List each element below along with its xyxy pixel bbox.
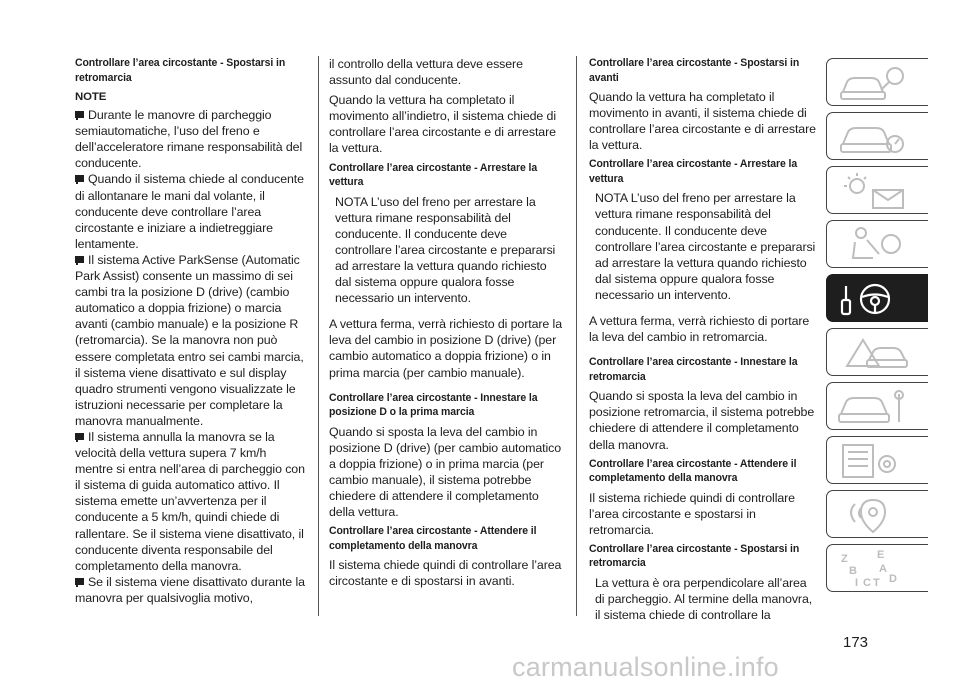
index-letter: D	[889, 573, 897, 585]
index-letter: B	[849, 565, 857, 577]
section-heading: Controllare l’area circostante - Spostarsi in avanti	[589, 57, 800, 84]
paragraph: il controllo della vettura deve essere assunto dal conducente.	[329, 57, 523, 88]
paragraph: Quando si sposta la leva del cambio in posizione D (drive) (per cambio automatico a doppia frizione) o in prima marcia (per cambio manuale), il sistema potrebbe chiedere di attendere il completamento della vettura.	[329, 424, 562, 520]
car-search-icon	[833, 62, 923, 104]
index-letters-icon	[833, 548, 923, 590]
paragraph: Quando la vettura ha completato il movimento in avanti, il sistema chiede di controllare l’area circostante e di arrestare la vettura.	[589, 90, 816, 153]
multimedia-icon	[833, 494, 923, 536]
note-label: NOTE	[75, 91, 107, 103]
text-column-2	[329, 56, 563, 593]
bullet-icon	[75, 175, 84, 184]
index-letter: T	[873, 577, 880, 589]
index-letter: C	[863, 577, 871, 589]
section-heading: Controllare l’area circostante - Innestare la posizione D o la prima marcia	[329, 391, 538, 419]
note-item: Quando il sistema chiede al conducente di allontanare le mani dal volante, il conducente deve controllare l’area circostante e iniziare a indietreggiare lentamente.	[75, 172, 304, 251]
column-divider	[318, 56, 319, 616]
steering-wheel-key-icon	[833, 278, 923, 320]
warning-lights-icon	[833, 170, 923, 212]
paragraph: La vettura è ora perpendicolare all’area di parcheggio. Al termine della manovra, il sistema chiede di controllare la	[595, 575, 813, 623]
index-letter: A	[879, 563, 887, 575]
index-letter: E	[877, 549, 885, 561]
text-column-1	[75, 56, 307, 606]
note-item: Il sistema annulla la manovra se la velocità della vettura supera 7 km/h mentre si entra nell’area di parcheggio con il sistema di guida automatico attivo. Il sistema emette un’avvertenza per il conducente a 5 km/h, quindi chiede di rallentare. Se il sistema viene disattivato, il conducente diventa responsabile del completamento della manovra.	[75, 429, 305, 573]
column-divider	[576, 56, 577, 616]
chapter-tab-2[interactable]	[826, 112, 928, 160]
text-column-3	[589, 56, 817, 627]
note-paragraph: NOTA L’uso del freno per arrestare la vettura rimane responsabilità del conducente. Il conducente deve controllare l’area circostante e prepararsi ad arrestare la vettura quando richiesto dal sistema oppure qualora fosse necessario un intervento.	[595, 191, 816, 302]
chapter-tabs	[826, 58, 928, 598]
index-letter: I	[855, 577, 859, 589]
car-dashboard-icon	[833, 116, 923, 158]
chapter-tab-6[interactable]	[826, 328, 928, 376]
chapter-tab-1[interactable]	[826, 58, 928, 106]
paragraph: Quando si sposta la leva del cambio in posizione retromarcia, il sistema potrebbe chiedere di attendere il completamento della manovra.	[589, 389, 815, 452]
section-heading: Controllare l’area circostante - Attendere il completamento della manovra	[589, 457, 797, 485]
note-item: Se il sistema viene disattivato durante la manovra per qualsivoglia motivo,	[75, 574, 305, 605]
section-heading: Controllare l’area circostante - Attendere il completamento della manovra	[329, 525, 537, 552]
section-heading: Controllare l’area circostante - Innestare la retromarcia	[589, 356, 798, 383]
section-heading: Controllare l’area circostante - Arrestare la vettura	[329, 161, 538, 189]
car-service-wrench-icon	[833, 386, 923, 428]
paragraph: Il sistema chiede quindi di controllare l’area circostante e di spostarsi in avanti.	[329, 558, 562, 589]
section-heading: Controllare l’area circostante - Arrestare la vettura	[589, 158, 798, 185]
chapter-tab-3[interactable]	[826, 166, 928, 214]
chapter-tab-8[interactable]	[826, 436, 928, 484]
note-item: Il sistema Active ParkSense (Automatic Park Assist) consente un massimo di sei cambi tra la posizione D (drive) (cambio automatico a doppia frizione) o marcia avanti (cambio manuale) e la posizione R (retromarcia). Se la manovra non può essere completata entro sei cambi marcia, il sistema viene disattivato e sul display quadro strumenti vengono visualizzate le istruzioni necessarie per completare la manovra manualmente.	[75, 252, 304, 428]
paragraph: Quando la vettura ha completato il movimento all’indietro, il sistema chiede di controllare l’area circostante e di arrestare la vettura.	[329, 93, 556, 156]
seat-airbag-icon	[833, 224, 923, 266]
bullet-icon	[75, 433, 84, 442]
page-number: 173	[843, 634, 869, 651]
bullet-icon	[75, 111, 84, 120]
paragraph: A vettura ferma, verrà richiesto di portare la leva del cambio in retromarcia.	[589, 314, 810, 345]
note-item: Durante le manovre di parcheggio semiautomatiche, l’uso del freno e dell’acceleratore rimane responsabilità del conducente.	[75, 108, 303, 171]
car-accident-icon	[833, 332, 923, 374]
section-heading: Controllare l’area circostante - Spostarsi in retromarcia	[75, 57, 286, 84]
chapter-tab-10[interactable]	[826, 544, 928, 592]
paragraph: Il sistema richiede quindi di controllare l’area circostante e spostarsi in retromarcia.	[589, 490, 795, 537]
chapter-tab-4[interactable]	[826, 220, 928, 268]
chapter-tab-5[interactable]	[826, 274, 928, 322]
chapter-tab-7[interactable]	[826, 382, 928, 430]
watermark: carmanualsonline.info	[512, 652, 779, 682]
index-letter: Z	[841, 553, 848, 565]
bullet-icon	[75, 578, 84, 587]
note-paragraph: NOTA L’uso del freno per arrestare la vettura rimane responsabilità del conducente. Il conducente deve controllare l’area circostante e prepararsi ad arrestare la vettura quando richiesto dal sistema oppure qualora fosse necessario un intervento.	[335, 194, 556, 306]
technical-data-icon	[833, 440, 923, 482]
bullet-icon	[75, 256, 84, 265]
section-heading: Controllare l’area circostante - Spostarsi in retromarcia	[589, 542, 800, 570]
chapter-tab-9[interactable]	[826, 490, 928, 538]
paragraph: A vettura ferma, verrà richiesto di portare la leva del cambio in posizione D (drive) (per cambio automatico a doppia frizione) o in prima marcia (per cambio manuale).	[329, 317, 562, 380]
